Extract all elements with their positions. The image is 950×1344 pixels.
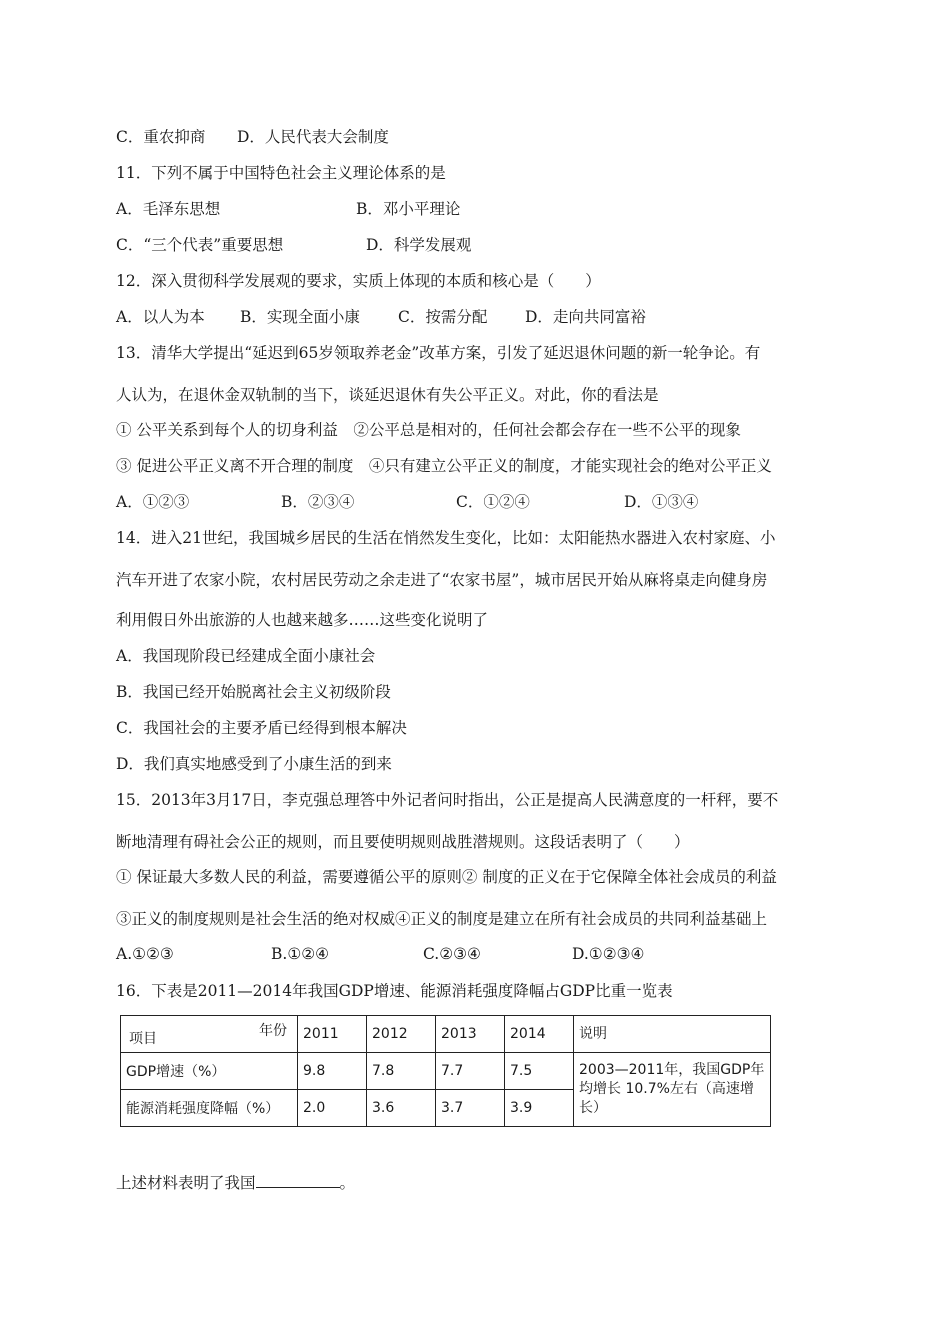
q15-option-c: C.②③④ bbox=[423, 945, 481, 963]
q12-stem: 12．深入贯彻科学发展观的要求，实质上体现的本质和核心是（ ） bbox=[116, 272, 601, 290]
q12-option-a: A．以人为本 bbox=[116, 308, 205, 326]
q14-option-b: B．我国已经开始脱离社会主义初级阶段 bbox=[116, 683, 391, 701]
table-cell: 9.8 bbox=[298, 1053, 367, 1090]
q15-option-d: D.①②③④ bbox=[572, 945, 645, 963]
q11-option-d: D．科学发展观 bbox=[366, 236, 472, 254]
q14-stem-line-2: 汽车开进了农家小院，农村居民劳动之余走进了“农家书屋”，城市居民开始从麻将桌走向健身房 bbox=[116, 571, 768, 589]
q11-option-c: C．“三个代表”重要思想 bbox=[116, 236, 284, 254]
year-2011: 2011 bbox=[298, 1016, 367, 1053]
q15-option-a: A.①②③ bbox=[116, 945, 174, 963]
q16-conclusion bbox=[116, 1172, 355, 1193]
q14-stem-line-3: 利用假日外出旅游的人也越来越多……这些变化说明了 bbox=[116, 611, 489, 629]
row-label-energy: 能源消耗强度降幅（%） bbox=[121, 1090, 298, 1127]
q14-stem-line-1: 14．进入21世纪，我国城乡居民的生活在悄然发生变化，比如：太阳能热水器进入农村家庭、小 bbox=[116, 529, 776, 547]
note-header: 说明 bbox=[574, 1016, 771, 1053]
q10-option-d: D．人民代表大会制度 bbox=[237, 128, 389, 146]
year-2014: 2014 bbox=[505, 1016, 574, 1053]
q11-option-b: B．邓小平理论 bbox=[356, 200, 461, 218]
note-text: 2003—2011年，我国GDP年均增长 10.7%左右（高速增长） bbox=[574, 1053, 771, 1127]
table-cell: 2.0 bbox=[298, 1090, 367, 1127]
q11-option-a: A．毛泽东思想 bbox=[116, 200, 221, 218]
q13-option-d: D．①③④ bbox=[624, 493, 699, 511]
q13-option-b: B．②③④ bbox=[281, 493, 355, 511]
conclusion-prefix: 上述材料表明了我国 bbox=[116, 1174, 256, 1192]
q11-stem: 11．下列不属于中国特色社会主义理论体系的是 bbox=[116, 164, 446, 182]
table-header-row bbox=[121, 1016, 771, 1053]
table-cell: 3.6 bbox=[367, 1090, 436, 1127]
q15-stem-line-2: 断地清理有碍社会公正的规则，而且要使明规则战胜潜规则。这段话表明了（ ） bbox=[116, 833, 690, 851]
q12-option-d: D．走向共同富裕 bbox=[525, 308, 646, 326]
table-cell: 7.7 bbox=[436, 1053, 505, 1090]
table-cell: 3.7 bbox=[436, 1090, 505, 1127]
q15-statement-2: ③正义的制度规则是社会生活的绝对权威④正义的制度是建立在所有社会成员的共同利益基础上 bbox=[116, 910, 768, 928]
table-cell: 7.5 bbox=[505, 1053, 574, 1090]
q14-option-c: C．我国社会的主要矛盾已经得到根本解决 bbox=[116, 719, 407, 737]
q15-option-b: B.①②④ bbox=[271, 945, 330, 963]
table-row bbox=[121, 1053, 771, 1090]
row-label-gdp: GDP增速（%） bbox=[121, 1053, 298, 1090]
table-cell: 7.8 bbox=[367, 1053, 436, 1090]
q13-stem-line-1: 13．清华大学提出“延迟到65岁领取养老金”改革方案，引发了延迟退休问题的新一轮争论。有 bbox=[116, 344, 761, 362]
q16-stem: 16．下表是2011—2014年我国GDP增速、能源消耗强度降幅占GDP比重一览表 bbox=[116, 982, 673, 1000]
q13-option-c: C．①②④ bbox=[456, 493, 530, 511]
q13-statement-1: ① 公平关系到每个人的切身利益 ②公平总是相对的，任何社会都会存在一些不公平的现象 bbox=[116, 421, 741, 439]
q12-option-c: C．按需分配 bbox=[398, 308, 488, 326]
q12-option-b: B．实现全面小康 bbox=[240, 308, 360, 326]
q13-statement-2: ③ 促进公平正义离不开合理的制度 ④只有建立公平正义的制度，才能实现社会的绝对公平正义 bbox=[116, 457, 772, 475]
year-2012: 2012 bbox=[367, 1016, 436, 1053]
gdp-energy-table bbox=[120, 1015, 771, 1127]
q14-option-d: D．我们真实地感受到了小康生活的到来 bbox=[116, 755, 392, 773]
q13-stem-line-2: 人认为，在退休金双轨制的当下，谈延迟退休有失公平正义。对此，你的看法是 bbox=[116, 386, 659, 404]
q10-option-c: C．重农抑商 bbox=[116, 128, 206, 146]
q15-stem-line-1: 15．2013年3月17日，李克强总理答中外记者问时指出，公正是提高人民满意度的一杆秤，要不 bbox=[116, 791, 779, 809]
conclusion-suffix: 。 bbox=[339, 1174, 356, 1192]
answer-blank[interactable] bbox=[256, 1172, 340, 1188]
header-year-label: 年份 bbox=[259, 1023, 287, 1039]
header-item-label: 项目 bbox=[129, 1031, 157, 1047]
table-corner-cell bbox=[121, 1016, 298, 1053]
q14-option-a: A．我国现阶段已经建成全面小康社会 bbox=[116, 647, 376, 665]
table-cell: 3.9 bbox=[505, 1090, 574, 1127]
q13-option-a: A．①②③ bbox=[116, 493, 190, 511]
year-2013: 2013 bbox=[436, 1016, 505, 1053]
q15-statement-1: ① 保证最大多数人民的利益，需要遵循公平的原则② 制度的正义在于它保障全体社会成员的利益 bbox=[116, 868, 777, 886]
